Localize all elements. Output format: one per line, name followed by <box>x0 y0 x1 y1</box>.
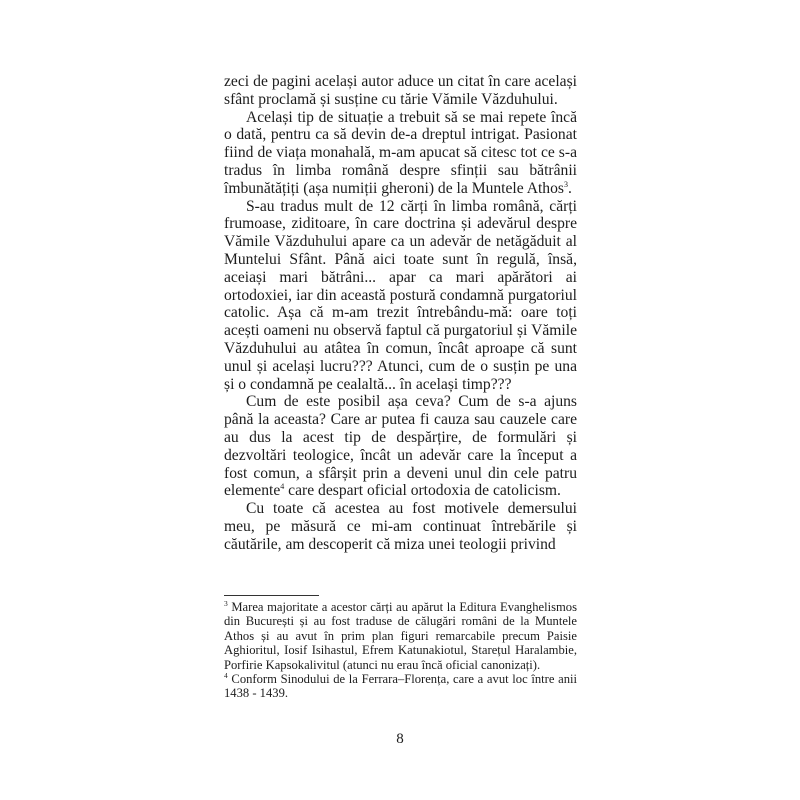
paragraph: S-au tradus mult de 12 cărți în limba română, cărți frumoase, ziditoare, în care doctrina și adevărul despre Vămile Văzduhului apare ca un adevăr de netăgăduit al Muntelui Sfânt. Până aici toate sunt în regulă, însă, aceiași mari bătrâni... apar ca mari apărători ai ortodoxiei, iar din această postură condamnă purgatoriul catolic. Așa că m-am trezit întrebându-mă: oare toți acești oameni nu observă faptul că purgatoriul și Vămile Văzduhului au atâtea în comun, încât aproape că sunt unul și același lucru??? Atunci, cum de o susțin pe una și o condamnă pe cealaltă... în același timp??? <box>224 197 577 393</box>
footnote: $^4$ Conform Sinodului de la Ferrara–Florența, care a avut loc între anii 1438 - 1439. <box>224 670 577 701</box>
footnote-number: 4 <box>224 670 228 680</box>
footnote: $^3$ Marea majoritate a acestor cărți au apărut la Editura Evanghelismos din București și au fost traduse de călugări români de la Muntele Athos și au avut în prim plan figuri remarcabile precum Paisie Aghioritul, Iosif Isihastul, Efrem Katunakiotul, Starețul Haralambie, Porfirie Kapsokalivitul (atunci nu erau încă oficial canonizați). <box>224 598 577 672</box>
footnote-marker[interactable]: 3 <box>563 179 568 189</box>
paragraph: Același tip de situație a trebuit să se mai repete încă o dată, pentru ca să devin de-a dreptul intrigat. Pasionat fiind de viața monahală, m-am apucat să citesc tot ce s-a tradus în limba română despre sfinții sau bătrânii îmbunătățiți (așa numiții gheroni) de la Muntele Athos$^3$. <box>224 108 577 197</box>
paragraph: Cu toate că acestea au fost motivele demersului meu, pe măsură ce mi-am continuat întrebările și căutările, am descoperit că miza unei teologii privind <box>224 500 577 553</box>
footnote-marker[interactable]: 4 <box>280 482 285 492</box>
page-number: 8 <box>396 731 404 747</box>
body-text <box>224 73 577 554</box>
paragraph: zeci de pagini același autor aduce un citat în care același sfânt proclamă și susține cu tărie Vămile Văzduhului. <box>224 73 577 108</box>
paragraph: Cum de este posibil așa ceva? Cum de s-a ajuns până la aceasta? Care ar putea fi cauza sau cauzele care au dus la acest tip de despărțire, de formulări și dezvoltări teologice, încât un adevăr care la început a fost comun, a sfârșit prin a deveni unul din cele patru elemente$^4$ care despart oficial ortodoxia de catolicism. <box>224 393 577 500</box>
footnote-number: 3 <box>224 598 228 608</box>
footnotes <box>224 600 577 701</box>
footnote-separator <box>224 595 319 596</box>
